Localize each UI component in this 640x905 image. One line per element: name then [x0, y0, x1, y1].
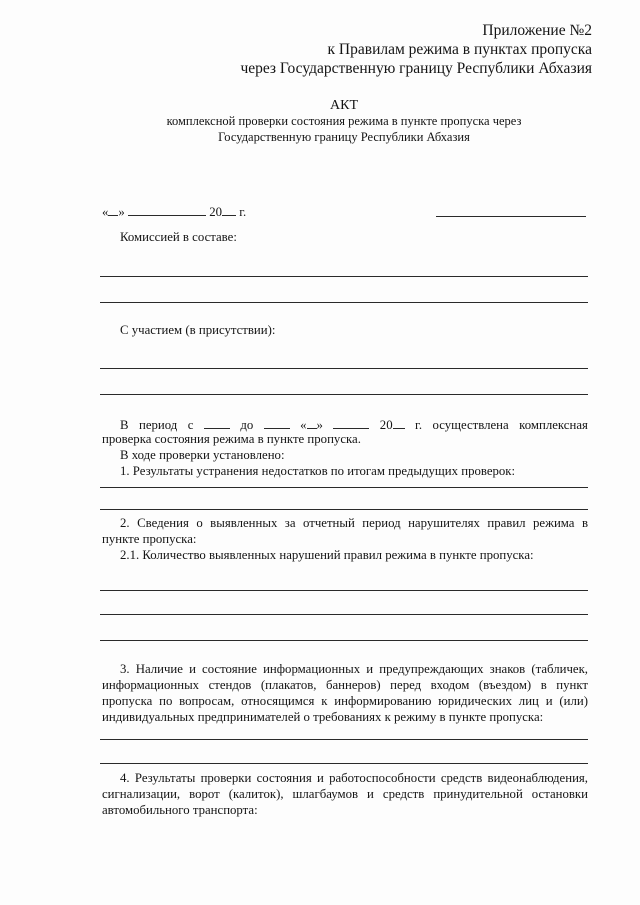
item3-line2: информационных стендов (плакатов, баннеров) перед входом (въездом) в пункт	[102, 678, 588, 692]
item3-line4: индивидуальных предпринимателей о требованиях к режиму в пункте пропуска:	[102, 710, 544, 724]
period-year-field	[380, 416, 405, 433]
period-open-quote: «	[300, 418, 307, 432]
document-title: АКТ	[330, 98, 358, 113]
day-blank[interactable]	[108, 203, 118, 216]
commission-line-2[interactable]	[100, 302, 588, 303]
period-word-carried: осуществлена	[432, 418, 509, 432]
period-day-field	[300, 416, 323, 433]
item2-line-1[interactable]	[100, 590, 588, 591]
item1-text: 1. Результаты устранения недостатков по итогам предыдущих проверок:	[120, 464, 516, 478]
period-from-blank[interactable]	[204, 416, 230, 429]
period-to-blank[interactable]	[264, 416, 290, 429]
document-subtitle-line2: Государственную границу Республики Абхазия	[218, 130, 470, 144]
item3-line-1[interactable]	[100, 739, 588, 740]
period-close-quote: »	[316, 418, 323, 432]
item4-line2: сигнализации, ворот (калиток), шлагбаумов и средств принудительной остановки	[102, 787, 588, 801]
period-line	[120, 416, 588, 433]
item1-line-1[interactable]	[100, 487, 588, 488]
year-suffix: г.	[239, 205, 247, 219]
appendix-rules-ref: к Правилам режима в пунктах пропуска	[327, 41, 592, 58]
period-day-blank[interactable]	[307, 416, 317, 429]
period-continuation: проверка состояния режима в пункте пропуска.	[102, 432, 361, 446]
period-year-prefix: 20	[379, 418, 393, 432]
item2-line-2[interactable]	[100, 614, 588, 615]
date-open-quote: «	[102, 205, 109, 219]
commission-line-1[interactable]	[100, 276, 588, 277]
period-month-blank[interactable]	[333, 416, 369, 429]
period-word-to: до	[240, 418, 254, 432]
year-blank[interactable]	[222, 203, 236, 216]
item3-line-2[interactable]	[100, 763, 588, 764]
document-subtitle-line1: комплексной проверки состояния режима в пункте пропуска через	[166, 114, 522, 128]
date-field	[102, 203, 246, 220]
commission-label: Комиссией в составе:	[120, 230, 237, 244]
item3-line3: пропуска по вопросам, относящимся к информированию юридических лиц и (или)	[102, 694, 588, 708]
item4-line3: автомобильного транспорта:	[102, 803, 258, 817]
place-blank[interactable]	[436, 216, 586, 217]
findings-intro: В ходе проверки установлено:	[120, 448, 285, 462]
appendix-border-ref: через Государственную границу Республики Абхазия	[240, 60, 592, 77]
item2-line1: 2. Сведения о выявленных за отчетный период нарушителях правил режима в	[120, 516, 588, 530]
item2-line-3[interactable]	[100, 640, 588, 641]
period-word-complex: комплексная	[519, 418, 588, 432]
appendix-number: Приложение №2	[482, 22, 592, 39]
item2-line2: пункте пропуска:	[102, 532, 197, 546]
item1-line-2[interactable]	[100, 509, 588, 510]
year-prefix: 20	[209, 205, 223, 219]
item3-line1: 3. Наличие и состояние информационных и предупреждающих знаков (табличек,	[120, 662, 588, 676]
participation-line-1[interactable]	[100, 368, 588, 369]
period-word-from: с	[187, 418, 194, 432]
month-blank[interactable]	[128, 203, 206, 216]
period-word-v: В	[120, 418, 129, 432]
item4-line1: 4. Результаты проверки состояния и работоспособности средств видеонаблюдения,	[120, 771, 588, 785]
date-close-quote: »	[118, 205, 125, 219]
period-word-g: г.	[415, 418, 423, 432]
item2-sub: 2.1. Количество выявленных нарушений правил режима в пункте пропуска:	[120, 548, 534, 562]
period-word-period: период	[138, 418, 178, 432]
participation-label: С участием (в присутствии):	[120, 323, 276, 337]
participation-line-2[interactable]	[100, 394, 588, 395]
period-year-blank[interactable]	[393, 416, 405, 429]
